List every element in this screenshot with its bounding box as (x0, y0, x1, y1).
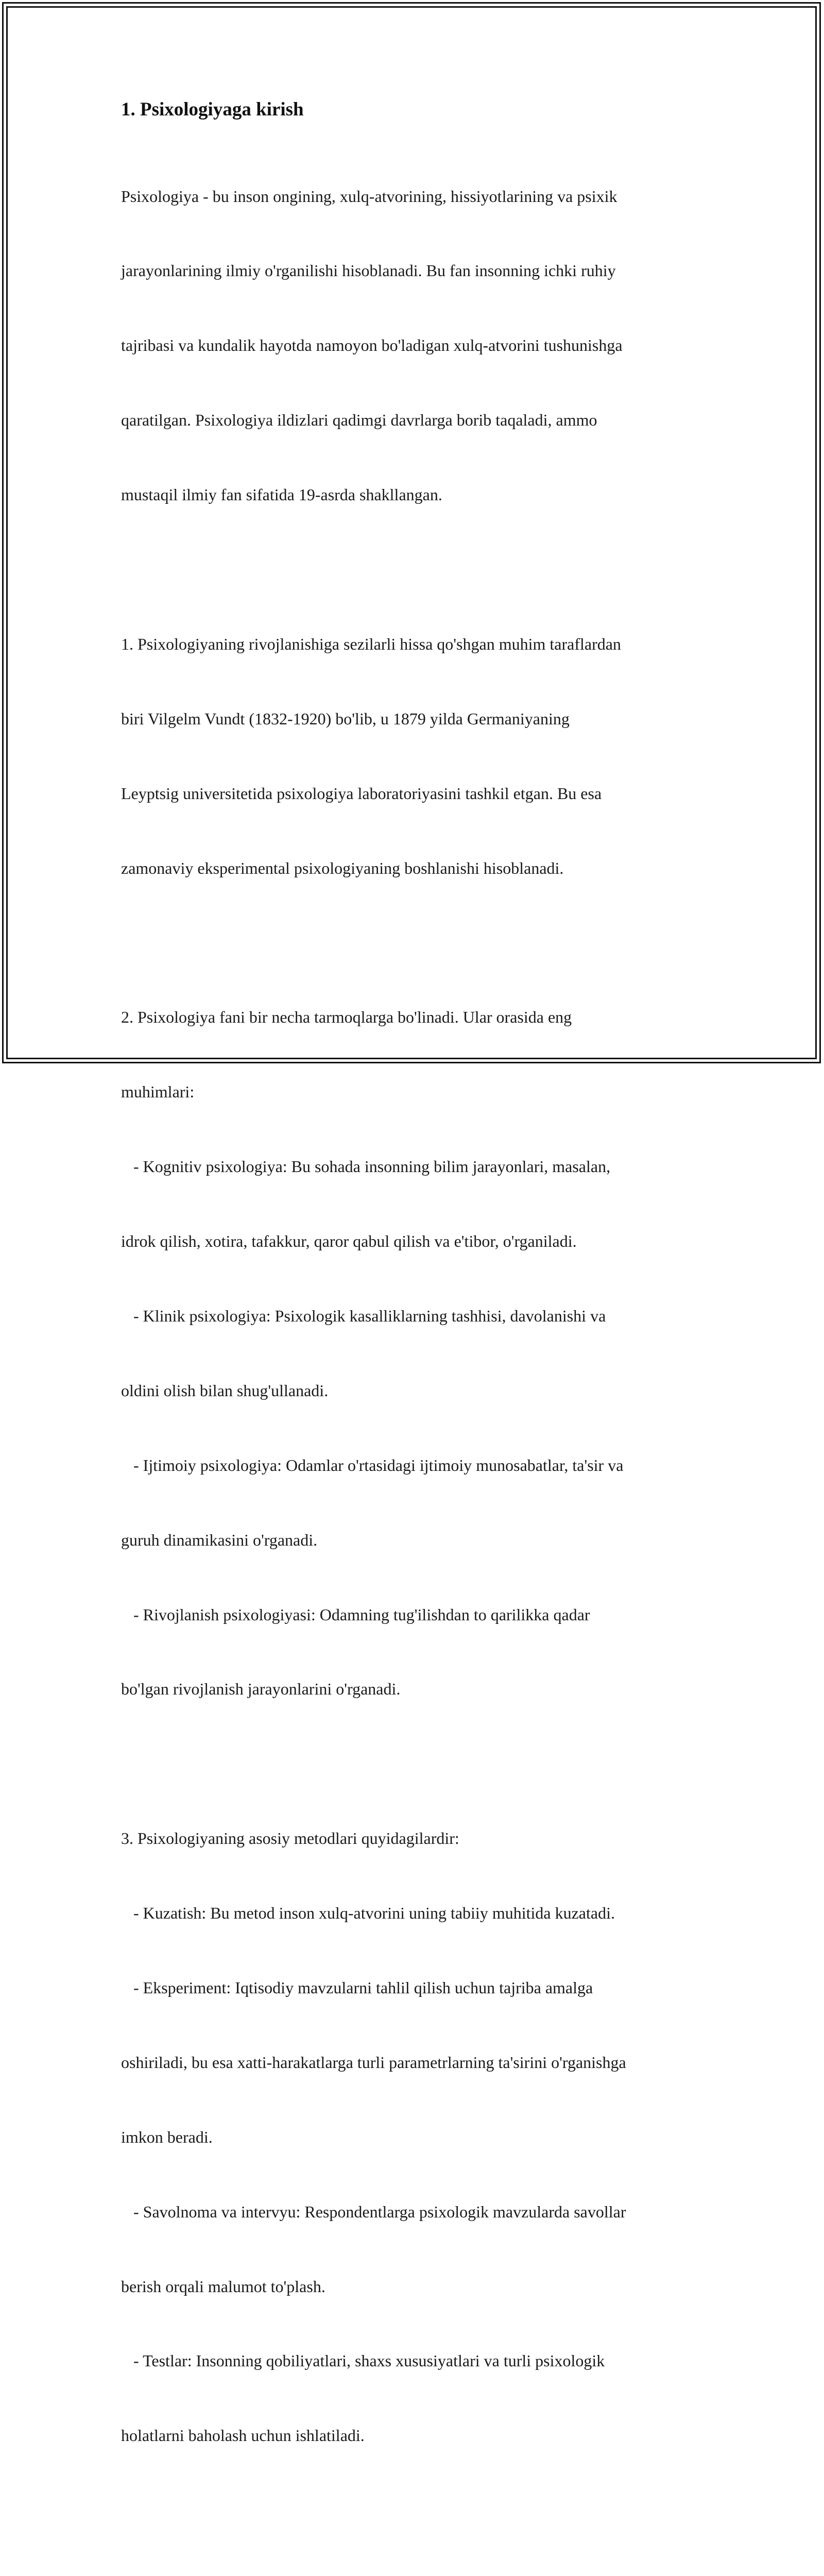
text-line: Leyptsig universitetida psixologiya laboratoriyasini tashkil etgan. Bu esa (121, 784, 602, 803)
text-line: guruh dinamikasini o'rganadi. (121, 1530, 318, 1549)
list-item-line: - Klinik psixologiya: Psixologik kasalliklarning tashhisi, davolanishi va (121, 1306, 606, 1325)
text-line: 1. Psixologiyaning rivojlanishiga sezilarli hissa qo'shgan muhim taraflardan (121, 634, 621, 653)
text-line: Psixologiya - bu inson ongining, xulq-atvorining, hissiyotlarining va psixik (121, 187, 617, 206)
document-content (121, 96, 703, 2576)
blank-line (121, 557, 703, 582)
text-line: mustaqil ilmiy fan sifatida 19-asrda shakllangan. (121, 485, 442, 504)
list-item-line: - Kognitiv psixologiya: Bu sohada insonning bilim jarayonlari, masalan, (121, 1157, 611, 1176)
text-line: biri Vilgelm Vundt (1832-1920) bo'lib, u 1879 yilda Germaniyaning (121, 709, 570, 728)
list-item-line: - Savolnoma va intervyu: Respondentlarga psixologik mavzularda savollar (121, 2202, 626, 2221)
text-line: qaratilgan. Psixologiya ildizlari qadimgi davrlarga borib taqaladi, ammo (121, 411, 597, 430)
list-item-line: - Eksperiment: Iqtisodiy mavzularni tahlil qilish uchun tajriba amalga (121, 1978, 593, 1997)
blank-line (121, 930, 703, 955)
blank-line (121, 2498, 703, 2522)
text-line: tajribasi va kundalik hayotda namoyon bo'ladigan xulq-atvorini tushunishga (121, 336, 623, 355)
text-line: holatlarni baholash uchun ishlatiladi. (121, 2426, 365, 2445)
text-line: bo'lgan rivojlanish jarayonlarini o'rganadi. (121, 1680, 401, 1699)
list-item-line: - Testlar: Insonning qobiliyatlari, shaxs xususiyatlari va turli psixologik (121, 2351, 605, 2370)
text-line: muhimlari: (121, 1082, 195, 1101)
text-line: imkon beradi. (121, 2127, 213, 2146)
text-line: oldini olish bilan shug'ullanadi. (121, 1381, 329, 1400)
blank-line (121, 1751, 703, 1776)
text-line: idrok qilish, xotira, tafakkur, qaror qabul qilish va e'tibor, o'rganiladi. (121, 1232, 577, 1251)
text-line: oshiriladi, bu esa xatti-harakatlarga turli parametrlarning ta'sirini o'rganishga (121, 2053, 626, 2072)
list-item-line: - Ijtimoiy psixologiya: Odamlar o'rtasidagi ijtimoiy munosabatlar, ta'sir va (121, 1455, 624, 1475)
text-line: 2. Psixologiya fani bir necha tarmoqlarga bo'linadi. Ular orasida eng (121, 1008, 572, 1027)
text-line: jarayonlarining ilmiy o'rganilishi hisoblanadi. Bu fan insonning ichki ruhiy (121, 261, 616, 280)
text-line: 3. Psixologiyaning asosiy metodlari quyidagilardir: (121, 1829, 459, 1848)
list-item-line: - Rivojlanish psixologiyasi: Odamning tug'ilishdan to qarilikka qadar (121, 1605, 590, 1624)
text-line: zamonaviy eksperimental psixologiyaning boshlanishi hisoblanadi. (121, 858, 564, 877)
text-line (121, 2572, 703, 2576)
document-body (121, 134, 703, 2576)
text-line: berish orqali malumot to'plash. (121, 2277, 325, 2296)
document-title: 1. Psixologiyaga kirish (121, 99, 304, 120)
list-item-line: - Kuzatish: Bu metod inson xulq-atvorini uning tabiiy muhitida kuzatadi. (121, 1904, 615, 1923)
